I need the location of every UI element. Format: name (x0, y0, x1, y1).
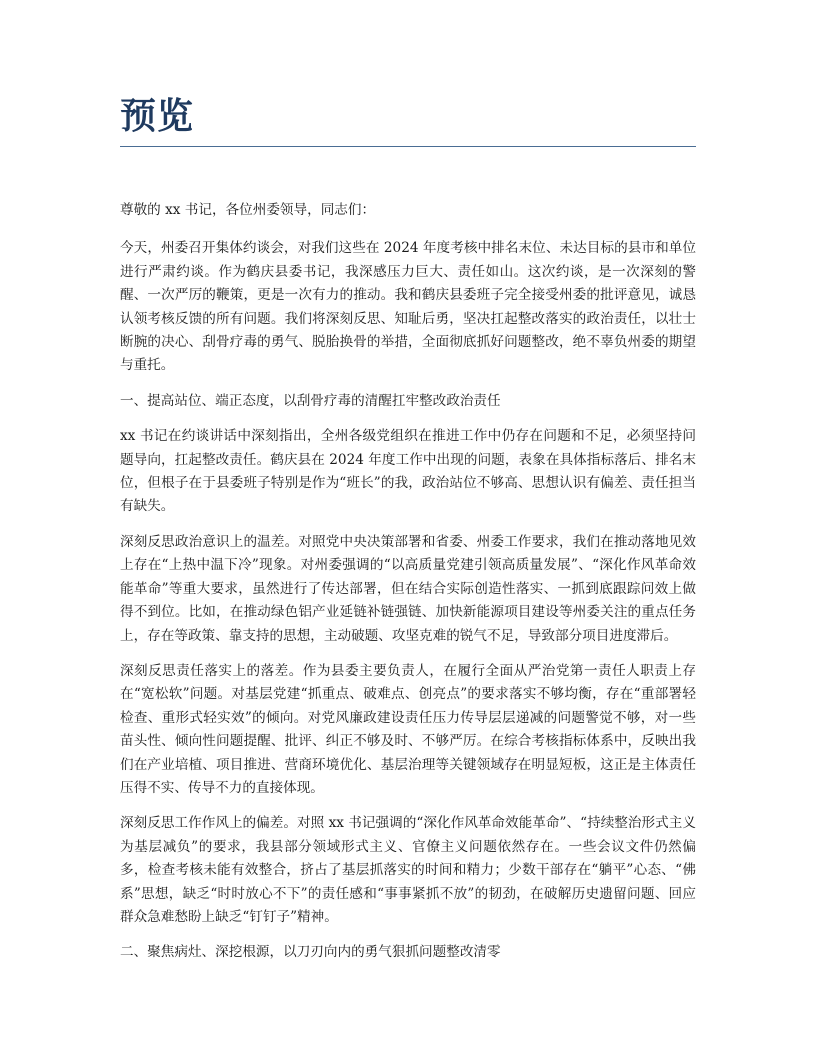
body-paragraph: 深刻反思政治意识上的温差。对照党中央决策部署和省委、州委工作要求，我们在推动落地见效上存在“上热中温下冷”现象。对州委强调的“以高质量党建引领高质量发展”、“深化作风革命效能革命”等重大要求，虽然进行了传达部署，但在结合实际创造性落实、一抓到底跟踪问效上做得不到位。比如，在推动绿色铝产业延链补链强链、加快新能源项目建设等州委关注的重点任务上，存在等政策、靠支持的思想，主动破题、攻坚克难的锐气不足，导致部分项目进度滞后。 (120, 533, 696, 644)
body-paragraph: 深刻反思工作作风上的偏差。对照 xx 书记强调的“深化作风革命效能革命”、“持续整治形式主义为基层减负”的要求，我县部分领域形式主义、官僚主义问题依然存在。一些会议文件仍然偏多，检查考核未能有效整合，挤占了基层抓落实的时间和精力；少数干部存在“躺平”心态、“佛系”思想，缺乏“时时放心不下”的责任感和“事事紧抓不放”的韧劲，在破解历史遗留问题、回应群众急难愁盼上缺乏“钉钉子”精神。 (120, 815, 696, 925)
body-paragraph: xx 书记在约谈讲话中深刻指出，全州各级党组织在推进工作中仍存在问题和不足，必须坚持问题导向，扛起整改责任。鹤庆县在 2024 年度工作中出现的问题，表象在具体指标落后、排名末位，但根子在于县委班子特别是作为“班长”的我，政治站位不够高、思想认识有偏差、责任担当有缺失。 (120, 428, 696, 515)
greeting-paragraph: 尊敬的 xx 书记，各位州委领导，同志们： (120, 202, 376, 218)
document-title: 预览 (120, 95, 195, 137)
section-heading-2: 二、聚焦病灶、深挖根源，以刀刃向内的勇气狠抓问题整改清零 (120, 944, 501, 961)
title-divider (120, 146, 696, 147)
intro-paragraph: 今天，州委召开集体约谈会，对我们这些在 2024 年度考核中排名末位、未达目标的县市和单位进行严肃约谈。作为鹤庆县委书记，我深感压力巨大、责任如山。这次约谈，是一次深刻的警醒、一次严厉的鞭策，更是一次有力的推动。我和鹤庆县委班子完全接受州委的批评意见，诚恳认领考核反馈的所有问题。我们将深刻反思、知耻后勇，坚决扛起整改落实的政治责任，以壮士断腕的决心、刮骨疗毒的勇气、脱胎换骨的举措，全面彻底抓好问题整改，绝不辜负州委的期望与重托。 (120, 240, 696, 374)
section-heading-1: 一、提高站位、端正态度，以刮骨疗毒的清醒扛牢整改政治责任 (120, 392, 501, 409)
document-body (120, 199, 696, 965)
document-page (120, 92, 696, 977)
body-paragraph: 深刻反思责任落实上的落差。作为县委主要负责人，在履行全面从严治党第一责任人职责上存在“宽松软”问题。对基层党建“抓重点、破难点、创亮点”的要求落实不够均衡，存在“重部署轻检查、重形式轻实效”的倾向。对党风廉政建设责任压力传导层层递减的问题警觉不够，对一些苗头性、倾向性问题提醒、批评、纠正不够及时、不够严厉。在综合考核指标体系中，反映出我们在产业培植、项目推进、营商环境优化、基层治理等关键领域存在明显短板，这正是主体责任压得不实、传导不力的直接体现。 (120, 662, 696, 796)
